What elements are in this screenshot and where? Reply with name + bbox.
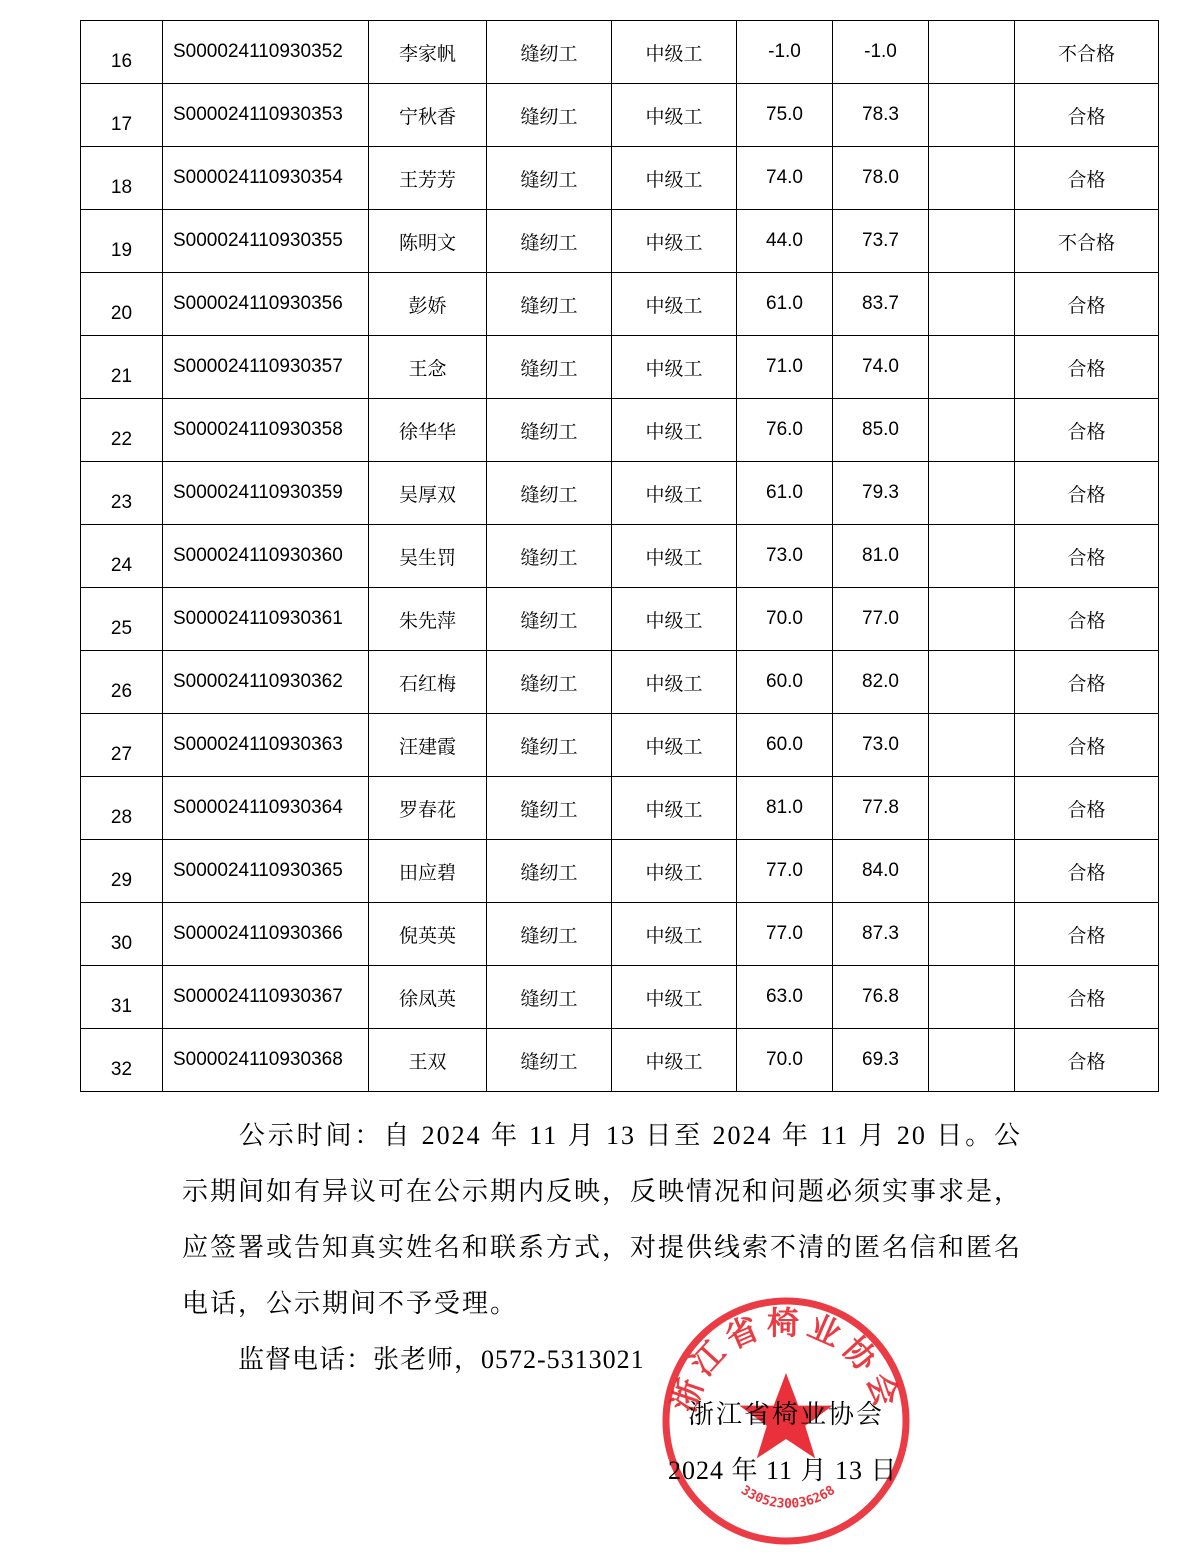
- candidate-name-cell: 吴生罚: [369, 525, 487, 588]
- seq-cell: 19: [81, 210, 163, 273]
- remark-cell: [929, 588, 1015, 651]
- result-cell: 不合格: [1015, 21, 1159, 84]
- seq-cell: 18: [81, 147, 163, 210]
- table-row: [81, 714, 1159, 777]
- table-row: [81, 273, 1159, 336]
- remark-cell: [929, 21, 1015, 84]
- certificate-number-cell: S000024110930363: [163, 714, 369, 777]
- trade-cell: 缝纫工: [487, 903, 612, 966]
- seq-cell: 29: [81, 840, 163, 903]
- skill-score-cell: 79.3: [833, 462, 929, 525]
- theory-score-cell: 81.0: [737, 777, 833, 840]
- result-cell: 合格: [1015, 336, 1159, 399]
- certificate-number-cell: S000024110930354: [163, 147, 369, 210]
- level-cell: 中级工: [612, 462, 737, 525]
- trade-cell: 缝纫工: [487, 147, 612, 210]
- level-cell: 中级工: [612, 84, 737, 147]
- skill-score-cell: 87.3: [833, 903, 929, 966]
- skill-score-cell: 82.0: [833, 651, 929, 714]
- trade-cell: 缝纫工: [487, 840, 612, 903]
- theory-score-cell: 73.0: [737, 525, 833, 588]
- certificate-number-cell: S000024110930357: [163, 336, 369, 399]
- notice-text: 公示时间：自 2024 年 11 月 13 日至 2024 年 11 月 20 日。公示期间如有异议可在公示期内反映，反映情况和问题必须实事求是，应签署或告知真实姓名和联系方式，对提供线索不清的匿名信和匿名电话，公示期间不予受理。: [182, 1121, 1023, 1318]
- level-cell: 中级工: [612, 147, 737, 210]
- skill-score-cell: 74.0: [833, 336, 929, 399]
- seq-cell: 27: [81, 714, 163, 777]
- table-row: [81, 210, 1159, 273]
- level-cell: 中级工: [612, 651, 737, 714]
- candidate-name-cell: 汪建霞: [369, 714, 487, 777]
- table-row: [81, 336, 1159, 399]
- table-row: [81, 1029, 1159, 1092]
- level-cell: 中级工: [612, 840, 737, 903]
- theory-score-cell: 77.0: [737, 840, 833, 903]
- table-body: [81, 21, 1159, 1092]
- remark-cell: [929, 210, 1015, 273]
- skill-score-cell: 85.0: [833, 399, 929, 462]
- table-row: [81, 651, 1159, 714]
- candidate-name-cell: 吴厚双: [369, 462, 487, 525]
- certificate-number-cell: S000024110930360: [163, 525, 369, 588]
- skill-score-cell: 69.3: [833, 1029, 929, 1092]
- candidate-name-cell: 罗春花: [369, 777, 487, 840]
- skill-score-cell: 77.8: [833, 777, 929, 840]
- level-cell: 中级工: [612, 714, 737, 777]
- remark-cell: [929, 273, 1015, 336]
- seq-cell: 30: [81, 903, 163, 966]
- skill-score-cell: 73.0: [833, 714, 929, 777]
- level-cell: 中级工: [612, 903, 737, 966]
- candidate-name-cell: 徐华华: [369, 399, 487, 462]
- seq-cell: 20: [81, 273, 163, 336]
- candidate-name-cell: 王双: [369, 1029, 487, 1092]
- skill-score-cell: -1.0: [833, 21, 929, 84]
- theory-score-cell: 75.0: [737, 84, 833, 147]
- remark-cell: [929, 651, 1015, 714]
- theory-score-cell: 61.0: [737, 273, 833, 336]
- remark-cell: [929, 399, 1015, 462]
- certificate-number-cell: S000024110930352: [163, 21, 369, 84]
- theory-score-cell: 60.0: [737, 714, 833, 777]
- trade-cell: 缝纫工: [487, 21, 612, 84]
- seq-cell: 17: [81, 84, 163, 147]
- table-row: [81, 147, 1159, 210]
- results-table: [80, 20, 1159, 1092]
- certificate-number-cell: S000024110930356: [163, 273, 369, 336]
- result-cell: 合格: [1015, 462, 1159, 525]
- seq-cell: 28: [81, 777, 163, 840]
- remark-cell: [929, 903, 1015, 966]
- level-cell: 中级工: [612, 399, 737, 462]
- supervision-hotline: 监督电话：张老师，0572-5313021: [238, 1345, 645, 1374]
- certificate-number-cell: S000024110930366: [163, 903, 369, 966]
- candidate-name-cell: 朱先萍: [369, 588, 487, 651]
- certificate-number-cell: S000024110930355: [163, 210, 369, 273]
- certificate-number-cell: S000024110930364: [163, 777, 369, 840]
- skill-score-cell: 73.7: [833, 210, 929, 273]
- result-cell: 合格: [1015, 1029, 1159, 1092]
- skill-score-cell: 83.7: [833, 273, 929, 336]
- seq-cell: 16: [81, 21, 163, 84]
- skill-score-cell: 84.0: [833, 840, 929, 903]
- candidate-name-cell: 王念: [369, 336, 487, 399]
- candidate-name-cell: 田应碧: [369, 840, 487, 903]
- seq-cell: 24: [81, 525, 163, 588]
- table-row: [81, 525, 1159, 588]
- theory-score-cell: 61.0: [737, 462, 833, 525]
- candidate-name-cell: 徐凤英: [369, 966, 487, 1029]
- result-cell: 合格: [1015, 840, 1159, 903]
- result-cell: 合格: [1015, 651, 1159, 714]
- result-cell: 合格: [1015, 777, 1159, 840]
- seq-cell: 31: [81, 966, 163, 1029]
- result-cell: 合格: [1015, 399, 1159, 462]
- remark-cell: [929, 525, 1015, 588]
- trade-cell: 缝纫工: [487, 1029, 612, 1092]
- seq-cell: 21: [81, 336, 163, 399]
- table-row: [81, 777, 1159, 840]
- table-row: [81, 966, 1159, 1029]
- certificate-number-cell: S000024110930367: [163, 966, 369, 1029]
- theory-score-cell: 60.0: [737, 651, 833, 714]
- theory-score-cell: -1.0: [737, 21, 833, 84]
- table-row: [81, 840, 1159, 903]
- skill-score-cell: 76.8: [833, 966, 929, 1029]
- candidate-name-cell: 陈明文: [369, 210, 487, 273]
- skill-score-cell: 81.0: [833, 525, 929, 588]
- level-cell: 中级工: [612, 1029, 737, 1092]
- trade-cell: 缝纫工: [487, 714, 612, 777]
- trade-cell: 缝纫工: [487, 336, 612, 399]
- trade-cell: 缝纫工: [487, 651, 612, 714]
- result-cell: 合格: [1015, 588, 1159, 651]
- trade-cell: 缝纫工: [487, 588, 612, 651]
- remark-cell: [929, 777, 1015, 840]
- certificate-number-cell: S000024110930361: [163, 588, 369, 651]
- remark-cell: [929, 840, 1015, 903]
- seal-serial: 3305230036268: [738, 1482, 838, 1512]
- level-cell: 中级工: [612, 966, 737, 1029]
- trade-cell: 缝纫工: [487, 777, 612, 840]
- level-cell: 中级工: [612, 21, 737, 84]
- result-cell: 合格: [1015, 84, 1159, 147]
- candidate-name-cell: 石红梅: [369, 651, 487, 714]
- remark-cell: [929, 1029, 1015, 1092]
- table-row: [81, 462, 1159, 525]
- trade-cell: 缝纫工: [487, 525, 612, 588]
- table-row: [81, 588, 1159, 651]
- seq-cell: 26: [81, 651, 163, 714]
- level-cell: 中级工: [612, 588, 737, 651]
- candidate-name-cell: 李家帆: [369, 21, 487, 84]
- remark-cell: [929, 147, 1015, 210]
- result-cell: 合格: [1015, 147, 1159, 210]
- level-cell: 中级工: [612, 336, 737, 399]
- remark-cell: [929, 462, 1015, 525]
- candidate-name-cell: 王芳芳: [369, 147, 487, 210]
- seal-arc-text: 浙江省椅业协会: [664, 1303, 908, 1417]
- theory-score-cell: 74.0: [737, 147, 833, 210]
- certificate-number-cell: S000024110930365: [163, 840, 369, 903]
- issue-date: 2024 年 11 月 13 日: [668, 1456, 898, 1485]
- candidate-name-cell: 倪英英: [369, 903, 487, 966]
- certificate-number-cell: S000024110930358: [163, 399, 369, 462]
- trade-cell: 缝纫工: [487, 399, 612, 462]
- certificate-number-cell: S000024110930353: [163, 84, 369, 147]
- result-cell: 不合格: [1015, 210, 1159, 273]
- candidate-name-cell: 宁秋香: [369, 84, 487, 147]
- theory-score-cell: 63.0: [737, 966, 833, 1029]
- theory-score-cell: 77.0: [737, 903, 833, 966]
- certificate-number-cell: S000024110930368: [163, 1029, 369, 1092]
- issuing-organization: 浙江省椅业协会: [688, 1400, 885, 1429]
- seq-cell: 32: [81, 1029, 163, 1092]
- seq-cell: 23: [81, 462, 163, 525]
- trade-cell: 缝纫工: [487, 273, 612, 336]
- seq-cell: 22: [81, 399, 163, 462]
- theory-score-cell: 44.0: [737, 210, 833, 273]
- table-row: [81, 84, 1159, 147]
- remark-cell: [929, 714, 1015, 777]
- trade-cell: 缝纫工: [487, 84, 612, 147]
- remark-cell: [929, 336, 1015, 399]
- level-cell: 中级工: [612, 525, 737, 588]
- result-cell: 合格: [1015, 525, 1159, 588]
- level-cell: 中级工: [612, 777, 737, 840]
- certificate-number-cell: S000024110930359: [163, 462, 369, 525]
- table-row: [81, 399, 1159, 462]
- trade-cell: 缝纫工: [487, 210, 612, 273]
- theory-score-cell: 76.0: [737, 399, 833, 462]
- skill-score-cell: 78.0: [833, 147, 929, 210]
- result-cell: 合格: [1015, 273, 1159, 336]
- trade-cell: 缝纫工: [487, 462, 612, 525]
- level-cell: 中级工: [612, 210, 737, 273]
- result-cell: 合格: [1015, 966, 1159, 1029]
- trade-cell: 缝纫工: [487, 966, 612, 1029]
- seq-cell: 25: [81, 588, 163, 651]
- table-row: [81, 903, 1159, 966]
- skill-score-cell: 78.3: [833, 84, 929, 147]
- table-row: [81, 21, 1159, 84]
- theory-score-cell: 71.0: [737, 336, 833, 399]
- result-cell: 合格: [1015, 714, 1159, 777]
- certificate-number-cell: S000024110930362: [163, 651, 369, 714]
- level-cell: 中级工: [612, 273, 737, 336]
- theory-score-cell: 70.0: [737, 1029, 833, 1092]
- result-cell: 合格: [1015, 903, 1159, 966]
- theory-score-cell: 70.0: [737, 588, 833, 651]
- skill-score-cell: 77.0: [833, 588, 929, 651]
- remark-cell: [929, 966, 1015, 1029]
- candidate-name-cell: 彭娇: [369, 273, 487, 336]
- remark-cell: [929, 84, 1015, 147]
